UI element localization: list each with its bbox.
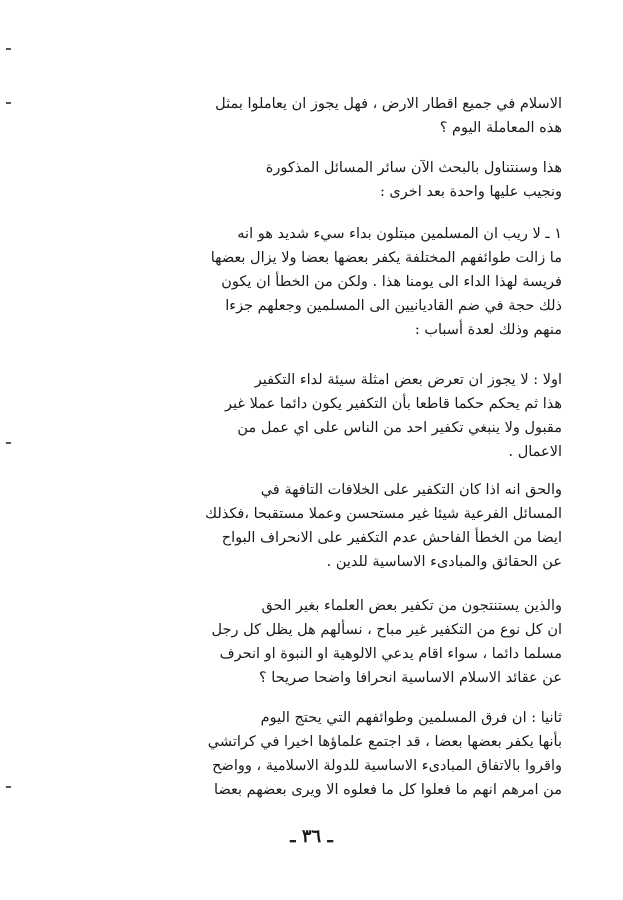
text-line: الاعمال . [508,444,562,460]
paragraph-6 [118,594,562,690]
scan-margin-mark [6,48,11,50]
paragraph-7 [118,706,562,802]
text-line: عن الحقائق والمبادىء الاساسية للدين . [326,554,562,570]
text-line: اولا : لا يجوز ان تعرض بعض امثلة سيئة لداء التكفير [254,372,562,388]
text-line: هذا وسنتناول بالبحث الآن سائر المسائل المذكورة [265,160,562,176]
paragraph-2 [118,156,562,204]
text-line: ان كل نوع من التكفير غير مباح ، نسألهم هل يظل كل رجل [211,622,562,638]
text-line: هذه المعاملة اليوم ؟ [439,120,562,136]
text-line: بأنها يكفر بعضها بعضا ، قد اجتمع علماؤها اخيرا في كراتشي [207,734,562,750]
scan-margin-mark [6,102,11,104]
text-line: من امرهم انهم ما فعلوا كل ما فعلوه الا ويرى بعضهم بعضا [214,782,562,798]
text-line: ونجيب عليها واحدة بعد اخرى : [379,184,562,200]
text-line: الاسلام في جميع اقطار الارض ، فهل يجوز ان يعاملوا بمثل [215,96,562,112]
paragraph-3 [118,222,562,342]
paragraph-5 [118,478,562,574]
paragraph-4 [118,368,562,464]
text-line: فريسة لهذا الداء الى يومنا هذا . ولكن من الخطأ ان يكون [221,274,562,290]
text-line: والذين يستنتجون من تكفير بعض العلماء بغير الحق [261,598,562,614]
scan-margin-mark [6,786,11,788]
text-line: مسلما دائما ، سواء اقام يدعي الالوهية او النبوة او انحرف [219,646,562,662]
text-line: ذلك حجة في ضم القاديانيين الى المسلمين وجعلهم جزءا [225,298,562,314]
text-line: ١ ـ لا ريب ان المسلمين مبتلون بداء سيء شديد هو انه [237,226,562,242]
text-line: ايضا من الخطأ الفاحش عدم التكفير على الانحراف البواح [221,530,562,546]
text-line: واقروا بالاتفاق المبادىء الاساسية للدولة الاسلامية ، وواضح [212,758,562,774]
text-line: هذا ثم يحكم حكما قاطعا بأن التكفير يكون دائما عملا غير [225,396,562,412]
text-line: المسائل الفرعية شيئا غير مستحسن وعملا مستقبحا ،فكذلك [205,506,562,522]
text-line: ثانيا : ان فرق المسلمين وطوائفهم التي يحتج اليوم [260,710,562,726]
paragraph-1 [118,92,562,140]
text-line: عن عقائد الاسلام الاساسية انحرافا واضحا صريحا ؟ [259,670,562,686]
text-line: والحق انه اذا كان التكفير على الخلافات التافهة في [260,482,562,498]
scan-margin-mark [6,442,11,444]
text-line: منهم وذلك لعدة أسباب : [414,322,562,338]
text-line: مقبول ولا ينبغي تكفير احد من الناس على اي عمل من [237,420,562,436]
page-number: ـ ٣٦ ـ [290,826,333,847]
text-line: ما زالت طوائفهم المختلفة يكفر بعضها بعضا ولا يزال بعضها [210,250,562,266]
